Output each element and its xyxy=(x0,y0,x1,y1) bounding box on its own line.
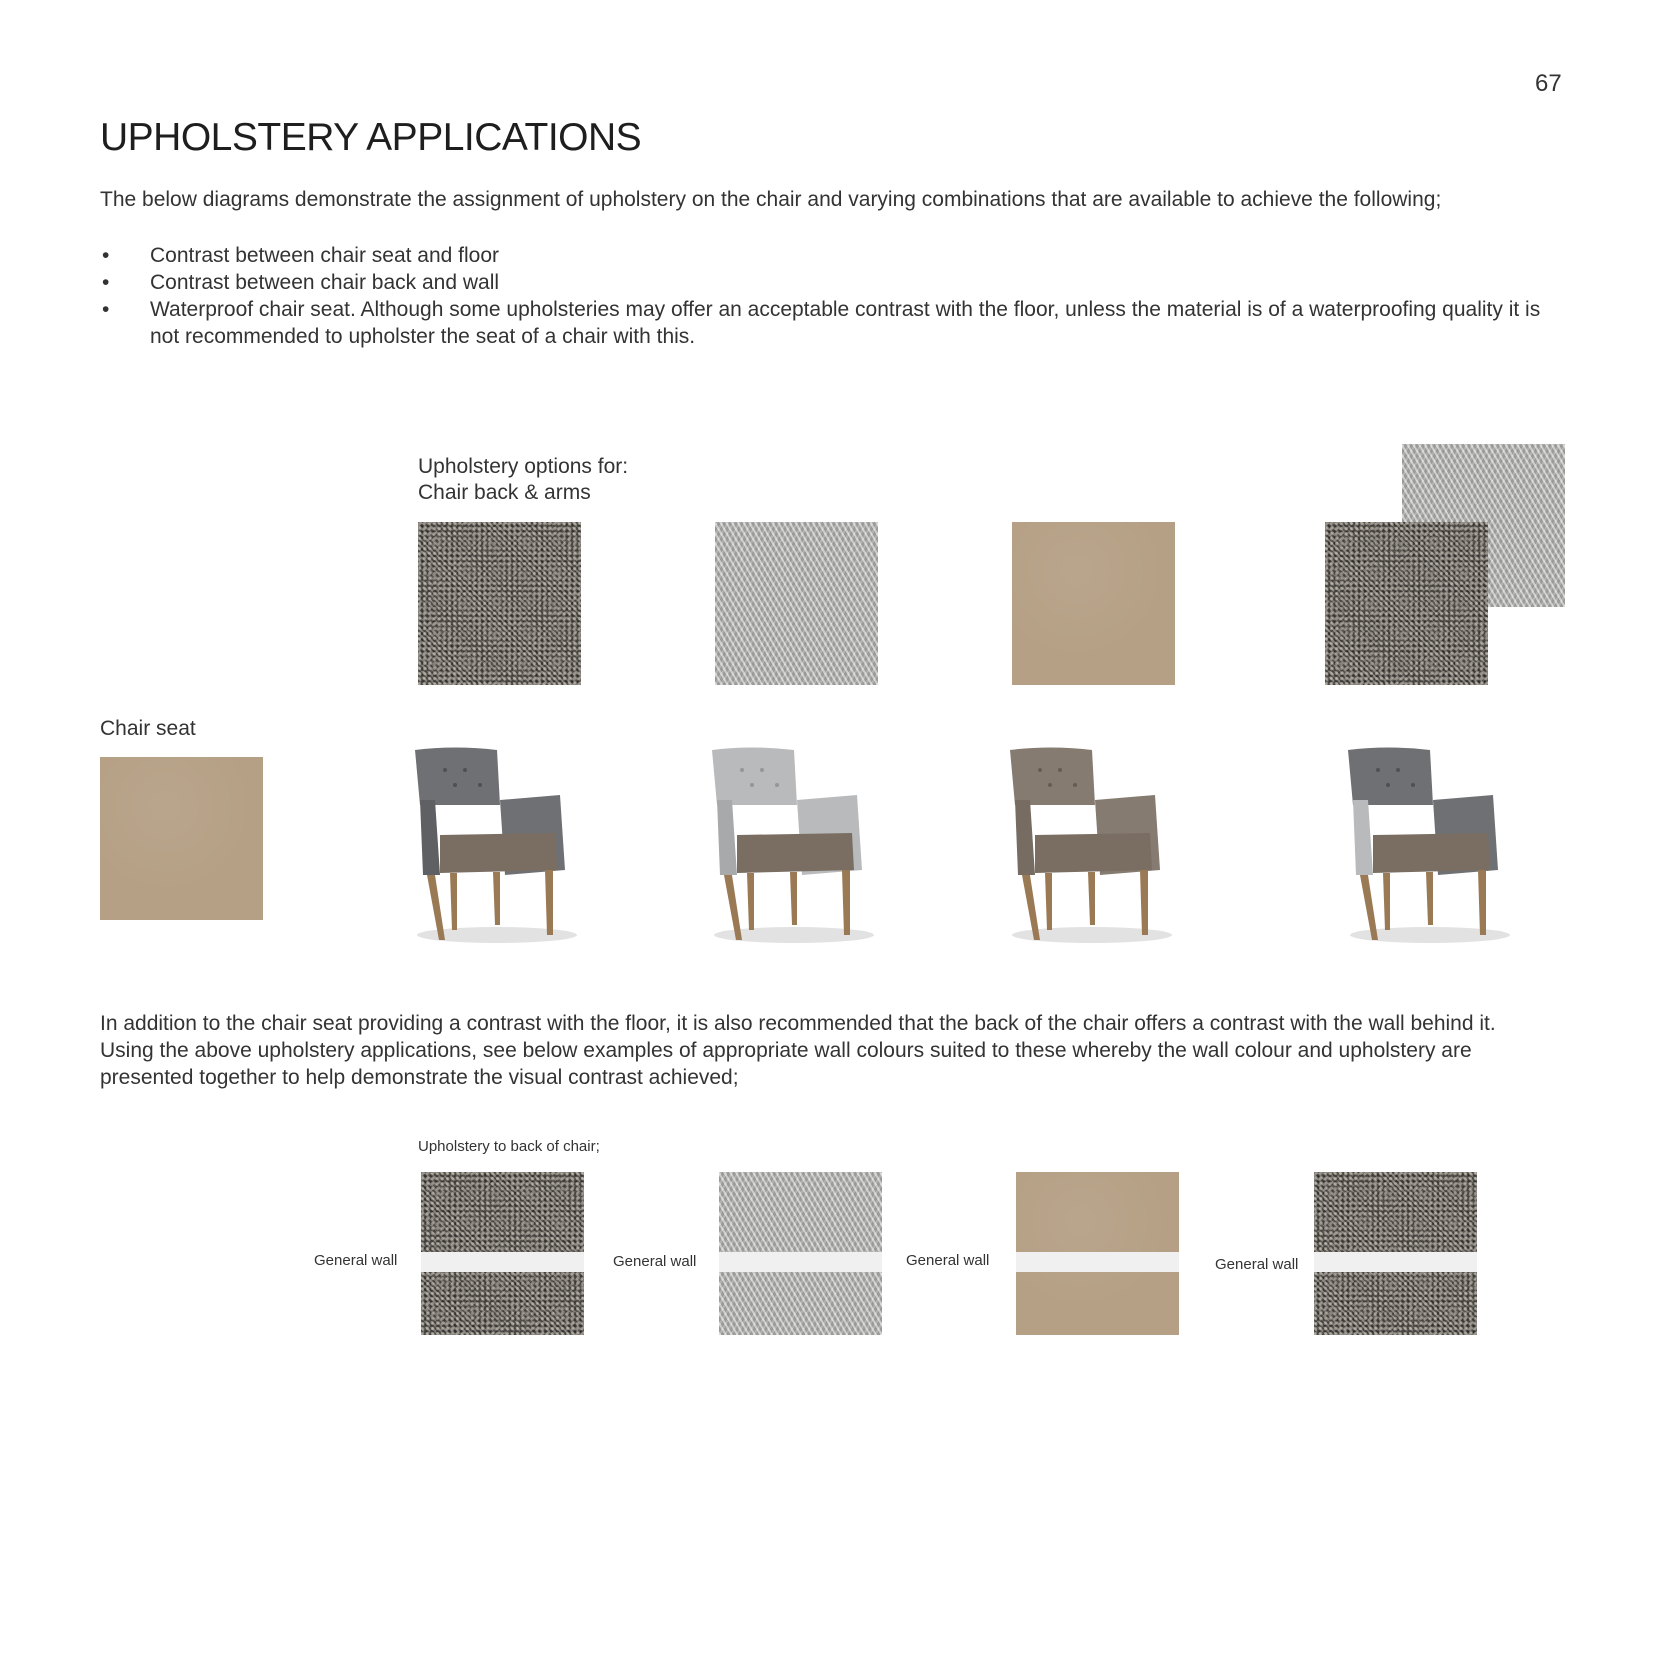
chair-illustration-2 xyxy=(702,745,882,945)
wall-band xyxy=(421,1252,584,1272)
seat-swatch-tan xyxy=(100,757,263,920)
chair-illustration-3 xyxy=(1000,745,1180,945)
option-swatch-dark-tweed-combo xyxy=(1325,522,1488,685)
option-swatch-tan xyxy=(1012,522,1175,685)
wall-band xyxy=(719,1252,882,1272)
wall-combo-dark-tweed-2 xyxy=(1314,1172,1477,1335)
intro-paragraph: The below diagrams demonstrate the assignment of upholstery on the chair and varying combinations that are available to achieve the following; xyxy=(100,188,1442,211)
bullet-item: • Contrast between chair seat and floor xyxy=(102,244,500,267)
page-number: 67 xyxy=(1535,70,1562,97)
wall-label: General wall xyxy=(314,1252,398,1269)
wall-combo-light-knit xyxy=(719,1172,882,1335)
wall-label: General wall xyxy=(1215,1256,1299,1273)
back-label: Upholstery to back of chair; xyxy=(418,1138,600,1155)
chair-illustration-1 xyxy=(405,745,585,945)
wall-band xyxy=(1016,1252,1179,1272)
wall-label: General wall xyxy=(906,1252,990,1269)
option-swatch-dark-tweed xyxy=(418,522,581,685)
options-label: Upholstery options for: Chair back & arms xyxy=(418,455,629,504)
wall-combo-tan xyxy=(1016,1172,1179,1335)
contrast-paragraph: In addition to the chair seat providing a contrast with the floor, it is also recommended that the back of the chair offers a contrast with the wall behind it. Using the above upholstery applications, see below examples of appropriate wall colours suited to these whereby the wall colour and upholstery are presented together to help demonstrate the visual contrast achieved; xyxy=(100,1012,1496,1089)
bullet-item: • Waterproof chair seat. Although some upholsteries may offer an acceptable contrast with the floor, unless the material is of a waterproofing quality it is not recommended to upholster the seat of a chair with this. xyxy=(102,298,1541,348)
wall-band xyxy=(1314,1252,1477,1272)
wall-combo-dark-tweed xyxy=(421,1172,584,1335)
bullet-list xyxy=(100,242,1560,350)
bullet-item: • Contrast between chair back and wall xyxy=(102,271,500,294)
option-swatch-light-knit xyxy=(715,522,878,685)
page-title: UPHOLSTERY APPLICATIONS xyxy=(100,116,642,159)
wall-label: General wall xyxy=(613,1253,697,1270)
chair-illustration-4 xyxy=(1338,745,1518,945)
chair-seat-label: Chair seat xyxy=(100,717,196,740)
